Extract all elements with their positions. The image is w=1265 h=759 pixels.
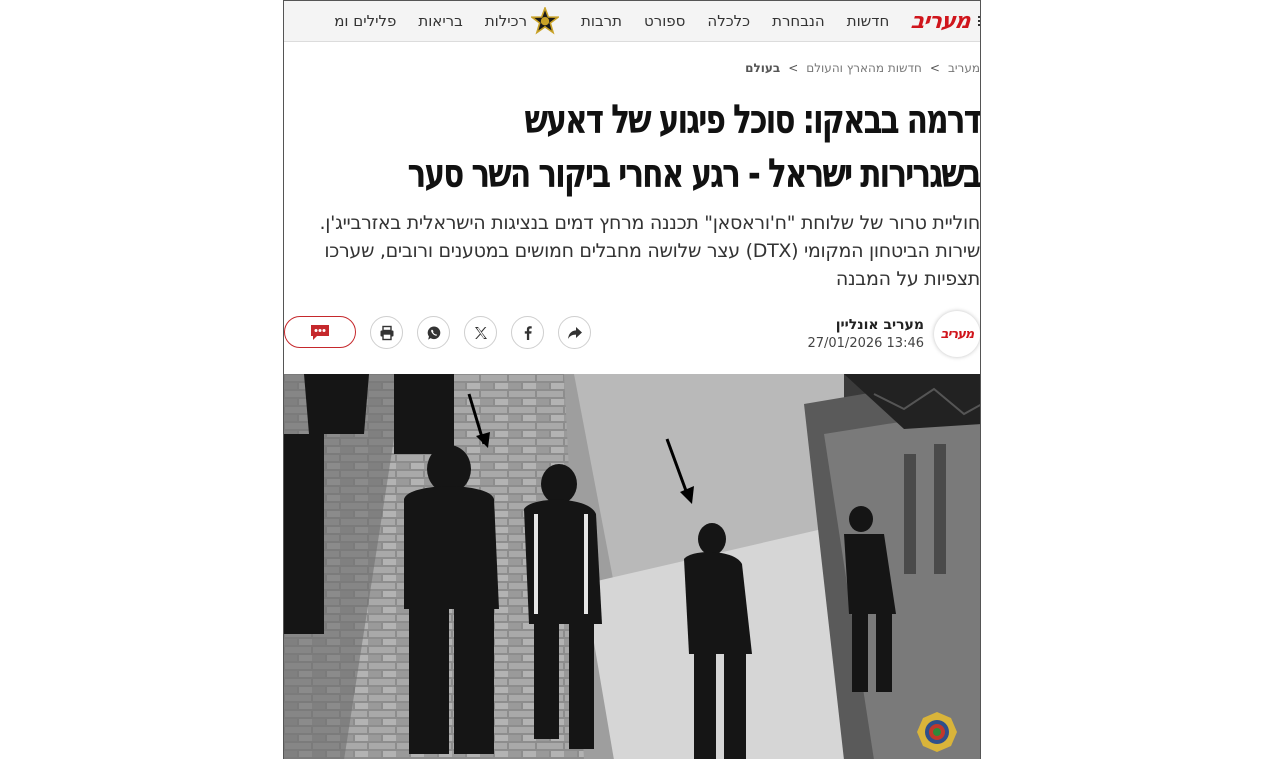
author-name[interactable]: מעריב אונליין xyxy=(835,317,924,333)
comment-icon xyxy=(309,323,331,341)
nav-item-culture[interactable]: תרבות xyxy=(581,12,622,30)
print-icon xyxy=(379,325,395,341)
nav-item-national-team[interactable]: הנבחרת xyxy=(772,12,825,30)
nav-item-gossip[interactable]: רכילות xyxy=(485,7,559,35)
hero-image xyxy=(284,374,981,759)
whatsapp-icon xyxy=(426,325,442,341)
hamburger-menu-icon[interactable] xyxy=(974,12,981,30)
share-icon xyxy=(567,325,583,341)
nav-item-economy[interactable]: כלכלה xyxy=(707,12,751,30)
article-summary: חוליית טרור של שלוחת "ח'וראסאן" תכננה מרחץ דמים בנציגות הישראלית באזרבייג'ן. שירות הביטחון המקומי (DTX) עצר שלושה מחבלים חמושים במטענים ורובים, שערכו תצפיות על המבנה xyxy=(319,212,980,290)
breadcrumb xyxy=(745,61,980,75)
x-icon xyxy=(474,326,488,340)
breadcrumb-separator: > xyxy=(788,61,799,75)
print-button[interactable] xyxy=(370,316,403,349)
author-block xyxy=(807,311,980,357)
share-button[interactable] xyxy=(558,316,591,349)
facebook-share-button[interactable] xyxy=(511,316,544,349)
whatsapp-share-button[interactable] xyxy=(417,316,450,349)
publish-date: 27/01/2026 13:46 xyxy=(807,336,924,351)
top-navigation xyxy=(284,1,981,42)
comments-button[interactable] xyxy=(284,316,356,348)
author-avatar[interactable]: מעריב xyxy=(934,311,980,357)
star-icon xyxy=(531,7,559,35)
nav-item-crime[interactable]: פלילים ומ xyxy=(334,12,397,30)
browser-viewport xyxy=(283,0,981,759)
breadcrumb-separator: > xyxy=(929,61,940,75)
x-share-button[interactable] xyxy=(464,316,497,349)
headline-line-1: דרמה בבאקו: סוכל פיגוע של דאעש xyxy=(524,97,980,143)
breadcrumb-current[interactable]: בעולם xyxy=(745,61,781,75)
breadcrumb-section[interactable]: חדשות מהארץ והעולם xyxy=(806,61,922,75)
breadcrumb-home[interactable]: מעריב xyxy=(947,61,980,75)
site-logo[interactable]: מעריב xyxy=(909,8,972,34)
article-headline xyxy=(283,93,980,201)
headline-line-2: בשגרירות ישראל - רגע אחרי ביקור השר סער xyxy=(407,151,980,197)
surveillance-photo xyxy=(284,374,981,759)
facebook-icon xyxy=(520,325,536,341)
nav-item-news[interactable]: חדשות xyxy=(846,12,890,30)
emblem-icon xyxy=(917,712,957,752)
nav-item-health[interactable]: בריאות xyxy=(418,12,463,30)
nav-item-sports[interactable]: ספורט xyxy=(644,12,686,30)
